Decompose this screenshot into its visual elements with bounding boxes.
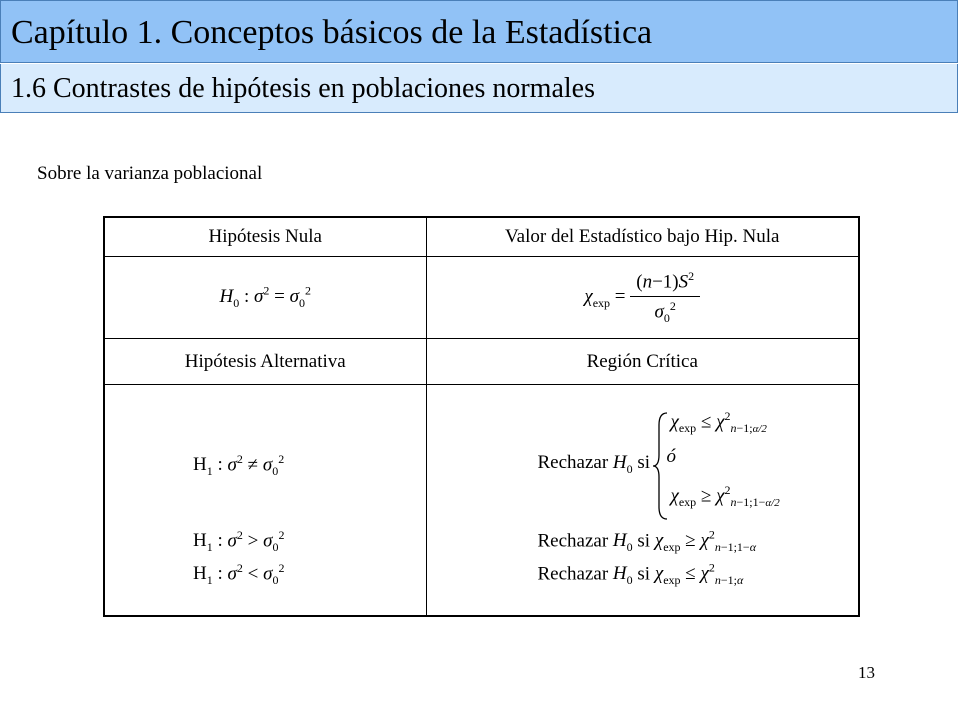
two-sided-upper-condition: $\chi_{exp} \le \chi^2_{n-1;\alpha/2}$ xyxy=(670,409,767,436)
chapter-title: Capítulo 1. Conceptos básicos de la Estadística xyxy=(11,14,653,51)
two-sided-lower-condition: $\chi_{exp} \ge \chi^2_{n-1;1-\alpha/2}$ xyxy=(670,483,780,510)
statistic-cell xyxy=(426,257,859,339)
hypothesis-table xyxy=(103,216,860,617)
null-hypothesis-cell xyxy=(104,257,426,339)
critical-region-header: Región Crítica xyxy=(426,339,859,385)
section-header-bar xyxy=(0,64,958,113)
statistic-formula: $\chi_{exp}$ = $\frac{(n-1)S^2}{\sigma_0^2}$ xyxy=(584,286,700,307)
critical-region-less: Rechazar $H_0$ si $\chi_{exp} \le \chi^2_{n-1;\alpha}$ xyxy=(537,561,744,588)
chapter-header-bar xyxy=(0,0,958,63)
statistic-header: Valor del Estadístico bajo Hip. Nula xyxy=(426,217,859,257)
page-number: 13 xyxy=(858,663,875,682)
critical-region-greater: Rechazar $H_0$ si $\chi_{exp} \ge \chi^2_{n-1;1-\alpha}$ xyxy=(537,528,757,555)
critical-region-two-sided-label: Rechazar $H_0$ si xyxy=(537,452,651,476)
alternative-less: $H_1$ : $\sigma^2 < \sigma_0^2$ xyxy=(193,561,285,588)
alternatives-cell xyxy=(104,385,426,617)
intro-text: Sobre la varianza poblacional xyxy=(37,163,263,184)
or-text: ó xyxy=(666,446,676,467)
alternative-two-sided: $H_1$ : $\sigma^2 \ne \sigma_0^2$ xyxy=(193,452,285,479)
critical-region-cell xyxy=(426,385,859,617)
null-hypothesis-header: Hipótesis Nula xyxy=(104,217,426,257)
alternative-greater: $H_1$ : $\sigma^2 > \sigma_0^2$ xyxy=(193,528,285,555)
null-hypothesis-formula: $H_0$ : $\sigma^2 = \sigma_0^2$ xyxy=(219,283,311,311)
section-title: 1.6 Contrastes de hipótesis en poblaciones normales xyxy=(11,73,595,104)
alternative-header: Hipótesis Alternativa xyxy=(104,339,426,385)
